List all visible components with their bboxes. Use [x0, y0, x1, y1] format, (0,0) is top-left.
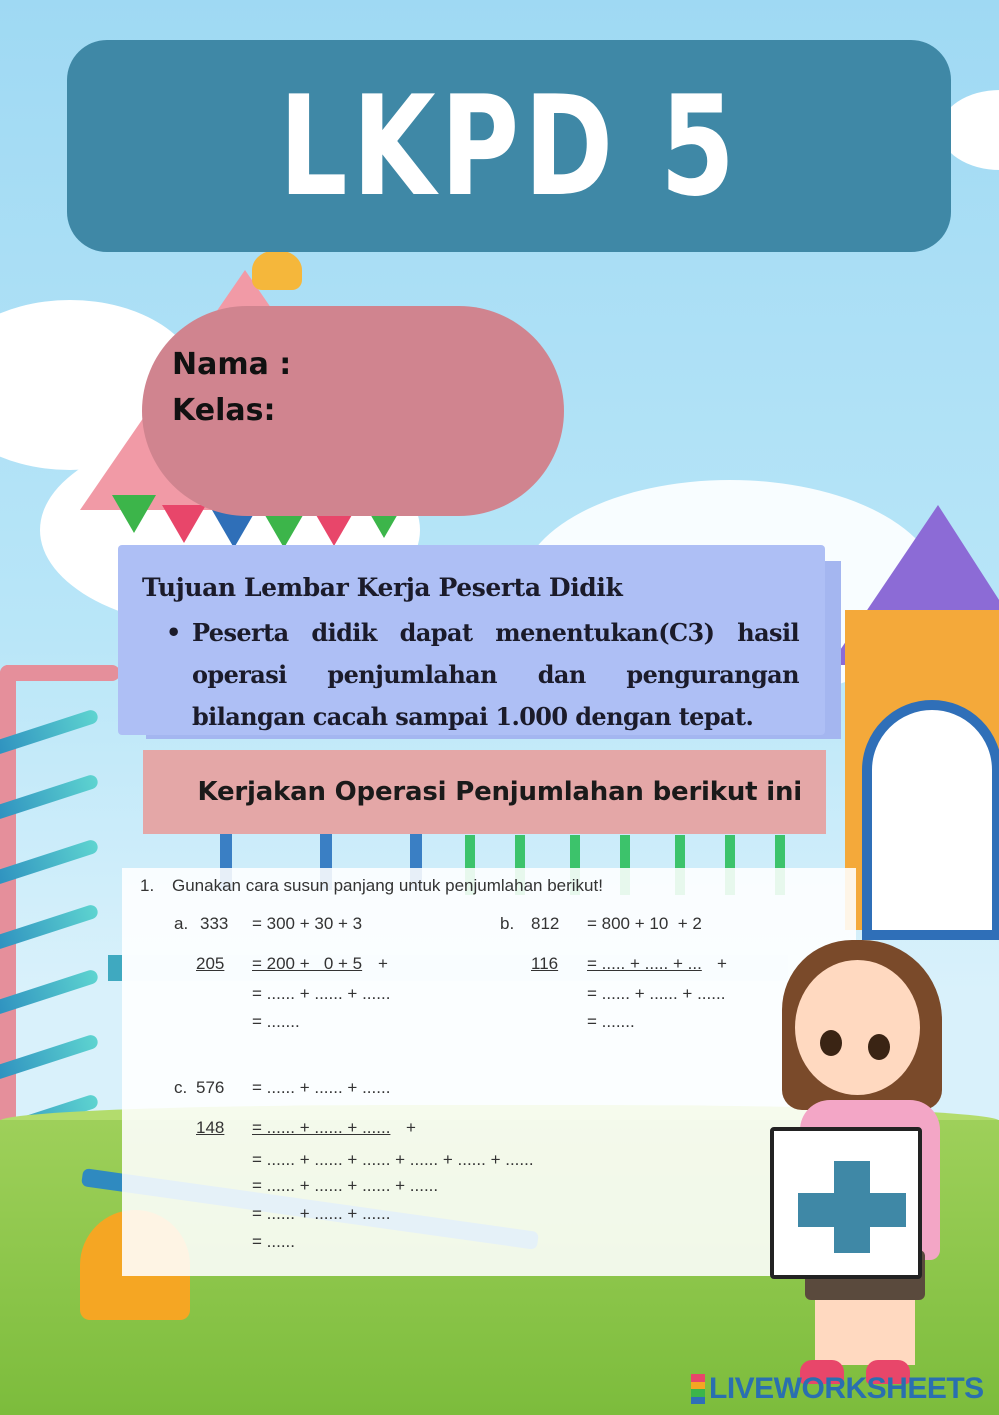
- instruction-text: Kerjakan Operasi Penjumlahan berikut ini: [197, 777, 802, 807]
- item-b-number-2: 116: [531, 954, 559, 973]
- instruction-bar: [143, 750, 826, 834]
- item-c-label: c.: [174, 1078, 188, 1097]
- worksheet-panel: [122, 868, 856, 1276]
- plus-icon-bar: [798, 1193, 906, 1227]
- item-b-number-1: 812: [531, 914, 560, 933]
- objectives-list: [142, 612, 799, 738]
- ladder-rail: [0, 665, 120, 681]
- item-b-label: b.: [500, 914, 515, 933]
- class-label: Kelas:: [172, 393, 276, 428]
- item-b-step-2[interactable]: = .......: [587, 1012, 635, 1031]
- item-b-step-1[interactable]: = ...... + ...... + ......: [587, 984, 726, 1003]
- girl-eye: [820, 1030, 842, 1056]
- operation-card: [770, 1127, 922, 1279]
- item-b-plus: +: [717, 954, 727, 973]
- bunting-flag: [162, 505, 206, 543]
- title-banner: [67, 40, 951, 252]
- right-playhouse-arch: [862, 700, 999, 940]
- girl-eye: [868, 1034, 890, 1060]
- item-c-step-1[interactable]: = ...... + ...... + ...... + ...... + ...... + ......: [252, 1150, 534, 1169]
- item-a-expand-2: = 200 + 0 + 5: [252, 954, 363, 973]
- objective-item: [166, 612, 799, 738]
- name-label: Nama :: [172, 347, 292, 382]
- logo-text: LIVEWORKSHEETS: [709, 1372, 984, 1405]
- objective-text: Peserta didik dapat menentukan(C3) hasil operasi penjumlahan dan pengurangan bilangan cacah sampai 1.000 dengan tepat.: [192, 618, 799, 731]
- item-c-step-2[interactable]: = ...... + ...... + ...... + ......: [252, 1176, 439, 1195]
- item-a-step-2[interactable]: = .......: [252, 1012, 300, 1031]
- item-a-expand-1: = 300 + 30 + 3: [252, 914, 363, 933]
- item-c-expand-2[interactable]: = ...... + ...... + ......: [252, 1118, 391, 1137]
- objectives-title: Tujuan Lembar Kerja Peserta Didik: [142, 573, 623, 602]
- item-c-number-1: 576: [196, 1078, 225, 1097]
- page-title: LKPD 5: [278, 65, 740, 227]
- item-c-step-3[interactable]: = ...... + ...... + ......: [252, 1204, 391, 1223]
- bunting-flag: [112, 495, 156, 533]
- identity-card: [142, 306, 564, 516]
- item-c-step-4[interactable]: = ......: [252, 1232, 295, 1251]
- item-c-number-2: 148: [196, 1118, 225, 1137]
- item-b-expand-1: = 800 + 10 + 2: [587, 914, 702, 933]
- item-a-number-1: 333: [200, 914, 229, 933]
- logo-badge-icon: [691, 1374, 705, 1404]
- item-a-step-1[interactable]: = ...... + ...... + ......: [252, 984, 391, 1003]
- bullet-dot-icon: •: [166, 618, 181, 647]
- item-a-number-2: 205: [196, 954, 225, 973]
- question-number: 1.: [140, 876, 155, 895]
- girl-face: [795, 960, 920, 1095]
- item-a-label: a.: [174, 914, 189, 933]
- playhouse-roof-ball: [252, 250, 302, 290]
- item-c-expand-1[interactable]: = ...... + ...... + ......: [252, 1078, 391, 1097]
- item-a-plus: +: [378, 954, 388, 973]
- item-b-expand-2[interactable]: = ..... + ..... + ...: [587, 954, 702, 973]
- question-text: Gunakan cara susun panjang untuk penjumlahan berikut!: [172, 876, 603, 895]
- item-c-plus: +: [406, 1118, 416, 1137]
- objectives-box: [118, 545, 825, 735]
- liveworksheets-logo: [691, 1372, 984, 1406]
